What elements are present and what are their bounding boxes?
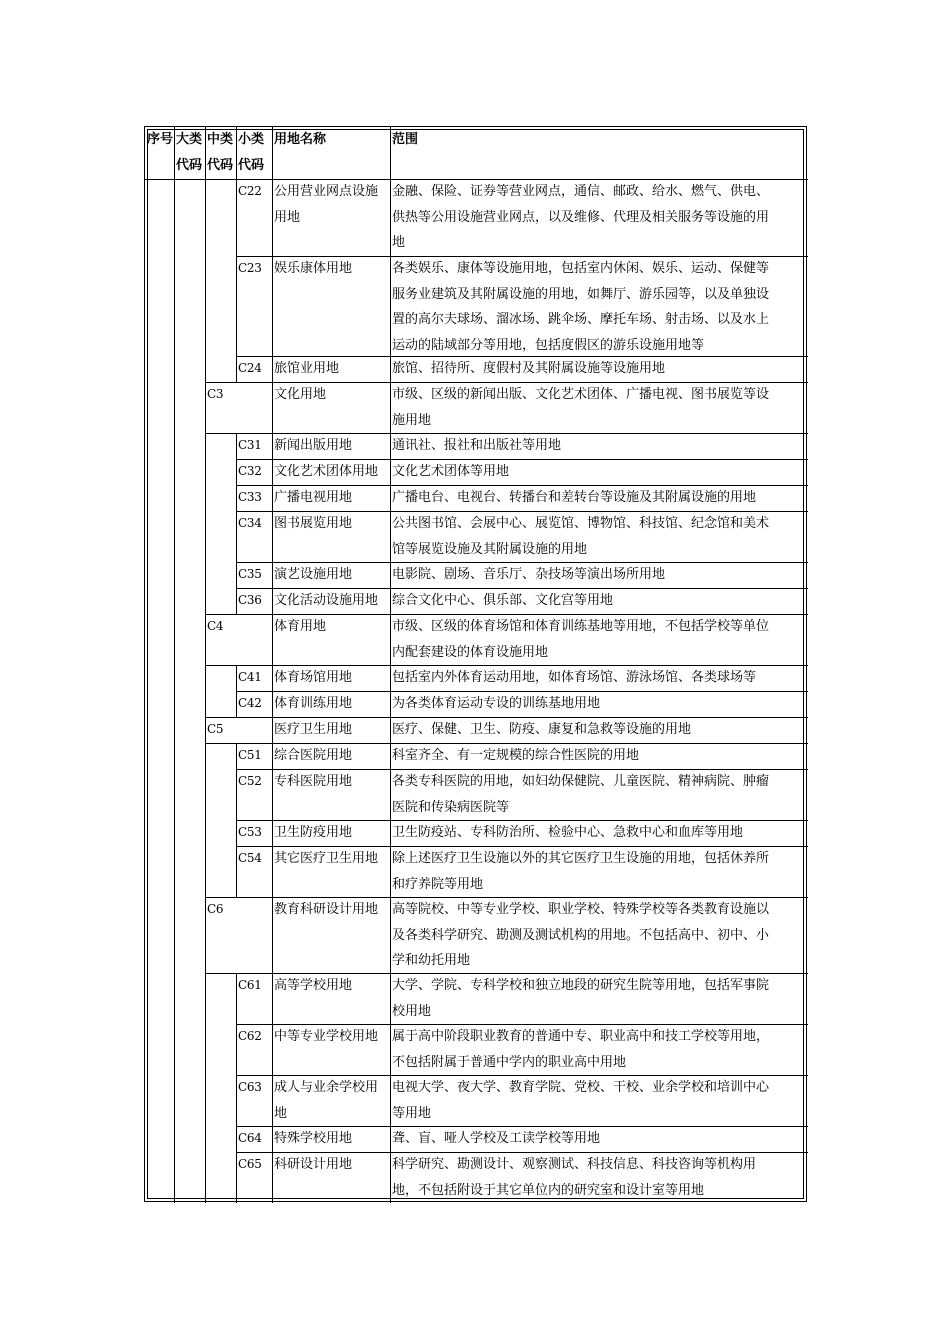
land-scope: 各类专科医院的用地，如妇幼保健院、儿童医院、精神病院、肿瘤 医院和传染病医院等 bbox=[392, 774, 770, 815]
minor-code: C54 bbox=[238, 851, 262, 865]
land-scope: 金融、保险、证券等营业网点，通信、邮政、给水、燃气、供电、 供热等公用设施营业网点，以及维修、代理及相关服务等设施的用 地 bbox=[392, 184, 770, 250]
medium-code: C3 bbox=[207, 387, 224, 401]
medium-code: C4 bbox=[207, 619, 224, 633]
col-line-major bbox=[174, 127, 175, 1203]
minor-code: C35 bbox=[238, 567, 262, 581]
col-line-minor bbox=[236, 562, 237, 588]
land-scope: 科室齐全、有一定规模的综合性医院的用地 bbox=[392, 748, 640, 763]
header-medium-code: 中类 代码 bbox=[207, 132, 234, 173]
col-line-minor bbox=[236, 973, 237, 1024]
land-name: 体育训练用地 bbox=[274, 696, 353, 711]
land-scope: 高等院校、中等专业学校、职业学校、特殊学校等各类教育设施以 及各类科学研究、勘测及测试机构的用地。不包括高中、初中、小 学和幼托用地 bbox=[392, 902, 770, 968]
col-line-minor bbox=[236, 743, 237, 769]
minor-code: C32 bbox=[238, 464, 262, 478]
land-name: 体育场馆用地 bbox=[274, 670, 353, 685]
header-major-code: 大类 代码 bbox=[176, 132, 203, 173]
land-name: 文化活动设施用地 bbox=[274, 593, 379, 608]
col-line-minor bbox=[236, 256, 237, 356]
land-name: 演艺设施用地 bbox=[274, 567, 353, 582]
col-line-minor bbox=[236, 356, 237, 382]
land-name: 高等学校用地 bbox=[274, 978, 353, 993]
minor-code: C31 bbox=[238, 438, 262, 452]
land-scope: 文化艺术团体等用地 bbox=[392, 464, 510, 479]
land-scope: 医疗、保健、卫生、防疫、康复和急救等设施的用地 bbox=[392, 722, 692, 737]
col-line-minor bbox=[236, 179, 237, 256]
col-line-minor bbox=[236, 820, 237, 846]
land-name: 文化用地 bbox=[274, 387, 327, 402]
land-scope: 综合文化中心、俱乐部、文化宫等用地 bbox=[392, 593, 614, 608]
minor-code: C41 bbox=[238, 670, 262, 684]
land-scope: 广播电台、电视台、转播台和差转台等设施及其附属设施的用地 bbox=[392, 490, 757, 505]
land-scope: 包括室内外体育运动用地，如体育场馆、游泳场馆、各类球场等 bbox=[392, 670, 757, 685]
col-line-minor bbox=[236, 691, 237, 717]
header-scope: 范围 bbox=[392, 132, 419, 147]
land-scope: 聋、盲、哑人学校及工读学校等用地 bbox=[392, 1131, 601, 1146]
col-line-minor bbox=[236, 127, 237, 179]
col-line-minor bbox=[236, 1075, 237, 1126]
land-name: 科研设计用地 bbox=[274, 1157, 353, 1172]
col-line-minor bbox=[236, 846, 237, 897]
land-scope: 为各类体育运动专设的训练基地用地 bbox=[392, 696, 601, 711]
minor-code: C42 bbox=[238, 696, 262, 710]
minor-code: C51 bbox=[238, 748, 262, 762]
land-scope: 除上述医疗卫生设施以外的其它医疗卫生设施的用地，包括休养所 和疗养院等用地 bbox=[392, 851, 770, 892]
col-line-minor bbox=[236, 588, 237, 614]
col-line-minor bbox=[236, 433, 237, 459]
minor-code: C22 bbox=[238, 184, 262, 198]
land-name: 其它医疗卫生用地 bbox=[274, 851, 379, 866]
land-name: 卫生防疫用地 bbox=[274, 825, 353, 840]
land-scope: 通讯社、报社和出版社等用地 bbox=[392, 438, 562, 453]
land-name: 医疗卫生用地 bbox=[274, 722, 353, 737]
medium-code: C5 bbox=[207, 722, 224, 736]
col-line-minor bbox=[236, 1024, 237, 1075]
header-minor-code: 小类 代码 bbox=[238, 132, 265, 173]
header-land-name: 用地名称 bbox=[274, 132, 327, 147]
col-line-minor bbox=[236, 511, 237, 562]
land-name: 图书展览用地 bbox=[274, 516, 353, 531]
minor-code: C53 bbox=[238, 825, 262, 839]
land-scope: 市级、区级的新闻出版、文化艺术团体、广播电视、图书展览等设 施用地 bbox=[392, 387, 770, 428]
minor-code: C23 bbox=[238, 261, 262, 275]
col-line-minor bbox=[236, 1152, 237, 1203]
minor-code: C62 bbox=[238, 1029, 262, 1043]
col-line-minor bbox=[236, 485, 237, 511]
minor-code: C63 bbox=[238, 1080, 262, 1094]
land-name: 广播电视用地 bbox=[274, 490, 353, 505]
land-scope: 旅馆、招待所、度假村及其附属设施等设施用地 bbox=[392, 361, 666, 376]
col-line-minor bbox=[236, 665, 237, 691]
land-scope: 科学研究、勘测设计、观察测试、科技信息、科技咨询等机构用 地，不包括附设于其它单位内的研究室和设计室等用地 bbox=[392, 1157, 757, 1198]
land-name: 公用营业网点设施 用地 bbox=[274, 184, 379, 225]
land-name: 综合医院用地 bbox=[274, 748, 353, 763]
land-name: 娱乐康体用地 bbox=[274, 261, 353, 276]
land-name: 文化艺术团体用地 bbox=[274, 464, 379, 479]
minor-code: C65 bbox=[238, 1157, 262, 1171]
minor-code: C34 bbox=[238, 516, 262, 530]
minor-code: C33 bbox=[238, 490, 262, 504]
land-name: 中等专业学校用地 bbox=[274, 1029, 379, 1044]
land-name: 旅馆业用地 bbox=[274, 361, 340, 376]
medium-code: C6 bbox=[207, 902, 224, 916]
col-line-minor bbox=[236, 769, 237, 820]
minor-code: C24 bbox=[238, 361, 262, 375]
minor-code: C52 bbox=[238, 774, 262, 788]
land-name: 体育用地 bbox=[274, 619, 327, 634]
land-name: 成人与业余学校用 地 bbox=[274, 1080, 379, 1121]
land-name: 特殊学校用地 bbox=[274, 1131, 353, 1146]
minor-code: C64 bbox=[238, 1131, 262, 1145]
land-name: 教育科研设计用地 bbox=[274, 902, 379, 917]
land-scope: 电影院、剧场、音乐厅、杂技场等演出场所用地 bbox=[392, 567, 666, 582]
col-line-minor bbox=[236, 459, 237, 485]
land-scope: 各类娱乐、康体等设施用地，包括室内休闲、娱乐、运动、保健等 服务业建筑及其附属设施的用地，如舞厅、游乐园等，以及单独设 置的高尔夫球场、溜冰场、跳伞场、摩托车场、射击场、以及水上 运动的陆域部分等用地，包括度假区的游乐设施用地等 bbox=[392, 261, 770, 353]
land-name: 新闻出版用地 bbox=[274, 438, 353, 453]
land-scope: 电视大学、夜大学、教育学院、党校、干校、业余学校和培训中心 等用地 bbox=[392, 1080, 770, 1121]
minor-code: C61 bbox=[238, 978, 262, 992]
land-scope: 公共图书馆、会展中心、展览馆、博物馆、科技馆、纪念馆和美术 馆等展览设施及其附属设施的用地 bbox=[392, 516, 770, 557]
col-line-minor bbox=[236, 1126, 237, 1152]
land-scope: 属于高中阶段职业教育的普通中专、职业高中和技工学校等用地， 不包括附属于普通中学内的职业高中用地 bbox=[392, 1029, 770, 1070]
header-seq: 序号 bbox=[147, 132, 173, 147]
land-use-table bbox=[144, 126, 807, 1202]
land-scope: 卫生防疫站、专科防治所、检验中心、急救中心和血库等用地 bbox=[392, 825, 744, 840]
minor-code: C36 bbox=[238, 593, 262, 607]
land-name: 专科医院用地 bbox=[274, 774, 353, 789]
land-scope: 大学、学院、专科学校和独立地段的研究生院等用地，包括军事院 校用地 bbox=[392, 978, 770, 1019]
land-scope: 市级、区级的体育场馆和体育训练基地等用地，不包括学校等单位 内配套建设的体育设施用地 bbox=[392, 619, 770, 660]
